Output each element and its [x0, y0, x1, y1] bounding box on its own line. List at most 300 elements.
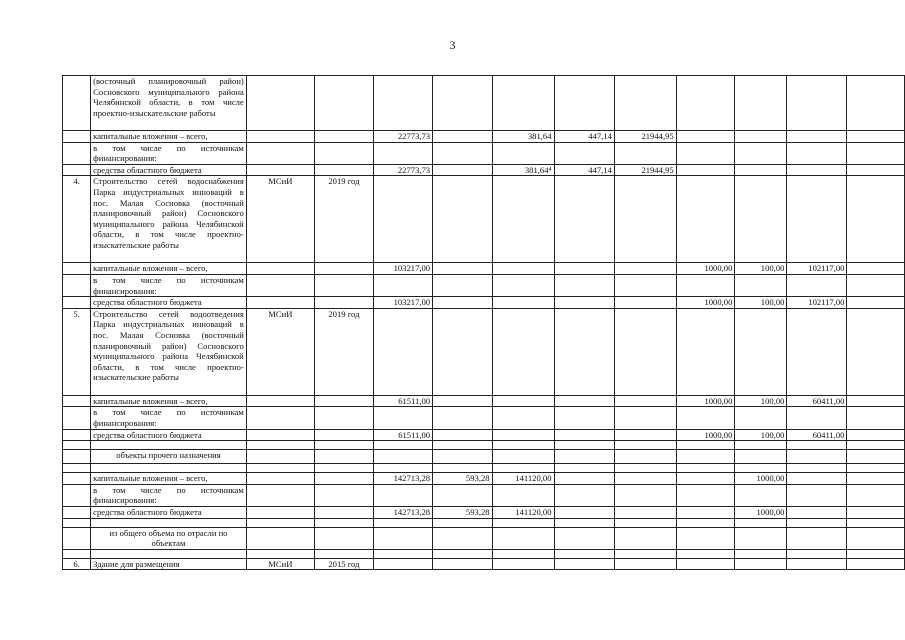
year-cell [314, 506, 373, 518]
object-description: капитальные вложения – всего, [91, 263, 247, 275]
amount-cell [847, 395, 905, 407]
total-cell: 61511,00 [374, 395, 433, 407]
row-number [63, 429, 91, 441]
amount-cell [735, 549, 787, 558]
amount-cell [554, 176, 614, 263]
amount-cell [847, 450, 905, 464]
total-cell [374, 407, 433, 429]
amount-cell [735, 142, 787, 164]
amount-cell [433, 274, 492, 296]
row-number [63, 518, 91, 527]
row-number [63, 450, 91, 464]
amount-cell [433, 308, 492, 395]
amount-cell [492, 395, 554, 407]
amount-cell [676, 549, 735, 558]
row-number: 5. [63, 308, 91, 395]
amount-cell [787, 473, 847, 485]
amount-cell [554, 441, 614, 450]
table-row [63, 176, 905, 263]
total-cell [374, 484, 433, 506]
amount-cell [492, 297, 554, 309]
amount-cell [847, 274, 905, 296]
amount-cell [847, 407, 905, 429]
amount-cell [492, 274, 554, 296]
amount-cell [787, 450, 847, 464]
amount-cell [787, 549, 847, 558]
year-cell [314, 142, 373, 164]
amount-cell [847, 76, 905, 131]
amount-cell [492, 308, 554, 395]
amount-cell [847, 131, 905, 143]
total-cell: 142713,28 [374, 506, 433, 518]
amount-cell [614, 549, 676, 558]
amount-cell [492, 142, 554, 164]
object-description: в том числе по источникам финансирования: [91, 274, 247, 296]
total-cell [374, 274, 433, 296]
amount-cell [847, 164, 905, 176]
amount-cell [492, 76, 554, 131]
amount-cell [614, 506, 676, 518]
amount-cell [787, 484, 847, 506]
year-cell [314, 441, 373, 450]
amount-cell [433, 263, 492, 275]
agency-cell [246, 518, 314, 527]
total-cell [374, 518, 433, 527]
agency-cell [246, 142, 314, 164]
table-row [63, 484, 905, 506]
amount-cell [676, 441, 735, 450]
year-cell [314, 76, 373, 131]
agency-cell [246, 464, 314, 473]
object-description: в том числе по источникам финансирования: [91, 484, 247, 506]
amount-cell [676, 407, 735, 429]
agency-cell [246, 527, 314, 549]
amount-cell [614, 142, 676, 164]
amount-cell [614, 395, 676, 407]
amount-cell [676, 164, 735, 176]
row-number: 6. [63, 558, 91, 570]
row-number [63, 76, 91, 131]
total-cell: 142713,28 [374, 473, 433, 485]
agency-cell [246, 429, 314, 441]
amount-cell [787, 527, 847, 549]
table-row [63, 297, 905, 309]
amount-cell [676, 473, 735, 485]
total-cell: 61511,00 [374, 429, 433, 441]
row-number [63, 473, 91, 485]
amount-cell [847, 142, 905, 164]
amount-cell [735, 441, 787, 450]
amount-cell: 381,64⁴ [492, 164, 554, 176]
row-number [63, 484, 91, 506]
table-row [63, 441, 905, 450]
amount-cell [492, 407, 554, 429]
table-row [63, 464, 905, 473]
table-row [63, 274, 905, 296]
amount-cell [614, 274, 676, 296]
year-cell: 2015 год [314, 558, 373, 570]
amount-cell [735, 164, 787, 176]
total-cell [374, 176, 433, 263]
agency-cell [246, 395, 314, 407]
amount-cell [847, 473, 905, 485]
amount-cell [554, 297, 614, 309]
amount-cell [676, 308, 735, 395]
amount-cell [554, 450, 614, 464]
amount-cell: 102117,00 [787, 297, 847, 309]
amount-cell [554, 429, 614, 441]
year-cell [314, 450, 373, 464]
amount-cell [676, 274, 735, 296]
object-description: средства областного бюджета [91, 506, 247, 518]
amount-cell [433, 527, 492, 549]
amount-cell [847, 297, 905, 309]
row-number [63, 131, 91, 143]
table-row [63, 164, 905, 176]
amount-cell: 60411,00 [787, 395, 847, 407]
amount-cell [492, 549, 554, 558]
total-cell [374, 450, 433, 464]
amount-cell [787, 441, 847, 450]
amount-cell: 100,00 [735, 263, 787, 275]
amount-cell: 100,00 [735, 297, 787, 309]
object-description: Здание для размещения [91, 558, 247, 570]
object-description: капитальные вложения – всего, [91, 473, 247, 485]
table-row [63, 450, 905, 464]
total-cell [374, 76, 433, 131]
agency-cell [246, 263, 314, 275]
amount-cell [614, 441, 676, 450]
row-number [63, 407, 91, 429]
amount-cell [614, 176, 676, 263]
amount-cell [847, 464, 905, 473]
amount-cell [554, 395, 614, 407]
year-cell [314, 263, 373, 275]
amount-cell [614, 407, 676, 429]
total-cell [374, 558, 433, 570]
amount-cell [847, 263, 905, 275]
amount-cell [433, 558, 492, 570]
amount-cell [847, 429, 905, 441]
amount-cell [735, 274, 787, 296]
amount-cell [433, 441, 492, 450]
amount-cell [433, 142, 492, 164]
amount-cell: 1000,00 [676, 297, 735, 309]
amount-cell [614, 527, 676, 549]
object-description [91, 441, 247, 450]
object-description [91, 518, 247, 527]
amount-cell [614, 518, 676, 527]
amount-cell [614, 473, 676, 485]
amount-cell [787, 176, 847, 263]
year-cell [314, 464, 373, 473]
row-number [63, 464, 91, 473]
amount-cell [492, 450, 554, 464]
agency-cell [246, 164, 314, 176]
amount-cell [433, 518, 492, 527]
amount-cell [492, 527, 554, 549]
total-cell [374, 549, 433, 558]
amount-cell [433, 407, 492, 429]
table-row [63, 549, 905, 558]
amount-cell [787, 308, 847, 395]
amount-cell [676, 176, 735, 263]
table-row [63, 558, 905, 570]
amount-cell: 102117,00 [787, 263, 847, 275]
amount-cell [676, 142, 735, 164]
row-number [63, 395, 91, 407]
amount-cell [676, 506, 735, 518]
amount-cell [492, 464, 554, 473]
amount-cell [787, 464, 847, 473]
amount-cell [787, 407, 847, 429]
object-description: средства областного бюджета [91, 297, 247, 309]
amount-cell [787, 518, 847, 527]
amount-cell [735, 527, 787, 549]
amount-cell [554, 506, 614, 518]
object-description: средства областного бюджета [91, 164, 247, 176]
agency-cell: МСиИ [246, 176, 314, 263]
amount-cell [554, 308, 614, 395]
amount-cell: 21944,95 [614, 164, 676, 176]
amount-cell [787, 131, 847, 143]
amount-cell [492, 518, 554, 527]
amount-cell [554, 76, 614, 131]
table-row [63, 506, 905, 518]
amount-cell [676, 484, 735, 506]
amount-cell: 1000,00 [735, 473, 787, 485]
object-description: средства областного бюджета [91, 429, 247, 441]
table-row [63, 76, 905, 131]
amount-cell [614, 484, 676, 506]
year-cell [314, 527, 373, 549]
year-cell [314, 274, 373, 296]
amount-cell: 447,14 [554, 164, 614, 176]
row-number: 4. [63, 176, 91, 263]
amount-cell [847, 518, 905, 527]
agency-cell [246, 274, 314, 296]
year-cell [314, 484, 373, 506]
amount-cell [614, 558, 676, 570]
year-cell [314, 395, 373, 407]
year-cell: 2019 год [314, 308, 373, 395]
amount-cell: 141120,00 [492, 506, 554, 518]
total-cell: 103217,00 [374, 263, 433, 275]
total-cell [374, 441, 433, 450]
amount-cell [735, 484, 787, 506]
amount-cell [847, 506, 905, 518]
amount-cell [492, 263, 554, 275]
object-description: Строительство сетей водоснабжения Парка индустриальных инноваций в пос. Малая Сосновка (восточный планировочный район) Сосновского муниципального района Челябинской области, в том числе проектно-изыскательские работы [91, 176, 247, 263]
amount-cell [847, 484, 905, 506]
amount-cell [433, 549, 492, 558]
agency-cell: МСиИ [246, 308, 314, 395]
year-cell: 2019 год [314, 176, 373, 263]
amount-cell: 1000,00 [735, 506, 787, 518]
amount-cell: 593,28 [433, 473, 492, 485]
amount-cell [614, 297, 676, 309]
amount-cell [787, 142, 847, 164]
table-row [63, 308, 905, 395]
amount-cell [676, 527, 735, 549]
row-number [63, 441, 91, 450]
object-description: в том числе по источникам финансирования: [91, 407, 247, 429]
amount-cell: 141120,00 [492, 473, 554, 485]
table-row [63, 407, 905, 429]
object-description: в том числе по источникам финансирования: [91, 142, 247, 164]
amount-cell [554, 263, 614, 275]
agency-cell [246, 473, 314, 485]
amount-cell [614, 76, 676, 131]
amount-cell [735, 407, 787, 429]
amount-cell [554, 464, 614, 473]
amount-cell [847, 441, 905, 450]
amount-cell: 381,64 [492, 131, 554, 143]
amount-cell [847, 527, 905, 549]
total-cell: 22773,73 [374, 164, 433, 176]
table-row [63, 429, 905, 441]
year-cell [314, 518, 373, 527]
total-cell: 103217,00 [374, 297, 433, 309]
row-number [63, 263, 91, 275]
amount-cell [492, 441, 554, 450]
table-row [63, 527, 905, 549]
agency-cell [246, 441, 314, 450]
amount-cell [787, 274, 847, 296]
total-cell [374, 527, 433, 549]
table-row [63, 395, 905, 407]
amount-cell [847, 176, 905, 263]
year-cell [314, 473, 373, 485]
amount-cell [554, 527, 614, 549]
amount-cell [735, 464, 787, 473]
object-description: объекты прочего назначения [91, 450, 247, 464]
amount-cell [614, 464, 676, 473]
amount-cell [735, 176, 787, 263]
row-number [63, 142, 91, 164]
year-cell [314, 164, 373, 176]
amount-cell: 21944,95 [614, 131, 676, 143]
amount-cell [847, 558, 905, 570]
amount-cell [676, 464, 735, 473]
year-cell [314, 549, 373, 558]
amount-cell [614, 450, 676, 464]
amount-cell: 593,28 [433, 506, 492, 518]
amount-cell [847, 549, 905, 558]
amount-cell [787, 506, 847, 518]
amount-cell: 1000,00 [676, 263, 735, 275]
amount-cell [554, 142, 614, 164]
amount-cell [847, 308, 905, 395]
amount-cell [433, 76, 492, 131]
amount-cell: 100,00 [735, 395, 787, 407]
amount-cell [554, 473, 614, 485]
object-description [91, 464, 247, 473]
amount-cell: 1000,00 [676, 429, 735, 441]
amount-cell [735, 76, 787, 131]
amount-cell [614, 263, 676, 275]
agency-cell [246, 297, 314, 309]
amount-cell [554, 274, 614, 296]
object-description: капитальные вложения – всего, [91, 131, 247, 143]
row-number [63, 527, 91, 549]
amount-cell [433, 297, 492, 309]
amount-cell: 60411,00 [787, 429, 847, 441]
amount-cell [554, 484, 614, 506]
agency-cell [246, 131, 314, 143]
amount-cell [433, 164, 492, 176]
object-description: (восточный планировочный район) Сосновского муниципального района Челябинской области, в том числе проектно-изыскательские работы [91, 76, 247, 131]
amount-cell [433, 176, 492, 263]
amount-cell [554, 558, 614, 570]
amount-cell [676, 518, 735, 527]
object-description [91, 549, 247, 558]
object-description: капитальные вложения – всего, [91, 395, 247, 407]
table-row [63, 263, 905, 275]
total-cell [374, 142, 433, 164]
amount-cell: 447,14 [554, 131, 614, 143]
agency-cell [246, 450, 314, 464]
amount-cell [492, 558, 554, 570]
agency-cell [246, 506, 314, 518]
table-row [63, 142, 905, 164]
amount-cell [676, 76, 735, 131]
amount-cell [735, 518, 787, 527]
amount-cell [676, 558, 735, 570]
page-number: 3 [449, 38, 456, 52]
amount-cell [433, 484, 492, 506]
amount-cell [735, 450, 787, 464]
amount-cell [787, 76, 847, 131]
agency-cell [246, 484, 314, 506]
amount-cell: 100,00 [735, 429, 787, 441]
row-number [63, 297, 91, 309]
amount-cell [492, 429, 554, 441]
table-row [63, 473, 905, 485]
amount-cell [433, 429, 492, 441]
amount-cell [614, 308, 676, 395]
row-number [63, 274, 91, 296]
amount-cell [735, 558, 787, 570]
amount-cell [554, 549, 614, 558]
year-cell [314, 407, 373, 429]
amount-cell [492, 484, 554, 506]
amount-cell [433, 464, 492, 473]
amount-cell [554, 407, 614, 429]
amount-cell [676, 131, 735, 143]
total-cell [374, 464, 433, 473]
object-description: из общего объема по отрасли по объектам [91, 527, 247, 549]
amount-cell [676, 450, 735, 464]
amount-cell [787, 558, 847, 570]
total-cell: 22773,73 [374, 131, 433, 143]
table-row [63, 518, 905, 527]
amount-cell [492, 176, 554, 263]
agency-cell [246, 407, 314, 429]
year-cell [314, 297, 373, 309]
row-number [63, 164, 91, 176]
investment-table [62, 75, 905, 570]
amount-cell [735, 308, 787, 395]
agency-cell: МСиИ [246, 558, 314, 570]
amount-cell [433, 395, 492, 407]
amount-cell [433, 131, 492, 143]
table-row [63, 131, 905, 143]
year-cell [314, 131, 373, 143]
amount-cell: 1000,00 [676, 395, 735, 407]
amount-cell [614, 429, 676, 441]
total-cell [374, 308, 433, 395]
